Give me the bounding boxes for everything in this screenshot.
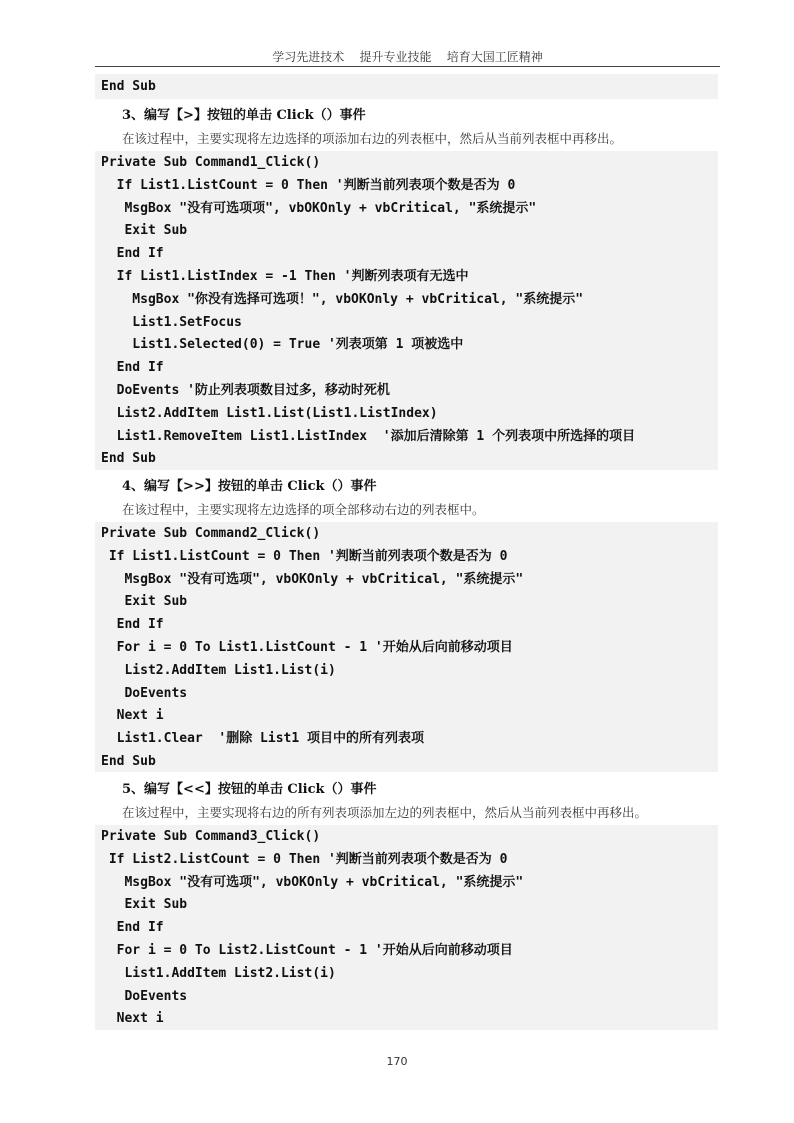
code-line: List1.AddItem List2.List(i) <box>101 965 336 981</box>
code-line: DoEvents '防止列表项数目过多，移动时死机 <box>101 383 390 398</box>
code-line: End Sub <box>101 451 156 467</box>
code-line: Private Sub Command3_Click() <box>101 829 321 844</box>
section-heading-5: 5、编写【<<】按钮的单击 Click（）事件 <box>122 782 377 797</box>
code-line: For i = 0 To List1.ListCount - 1 '开始从后向前移动项目 <box>101 640 513 655</box>
code-line: End If <box>101 617 164 633</box>
code-line: Next i <box>101 708 164 724</box>
page-number: 170 <box>386 1055 408 1068</box>
code-line: MsgBox "没有可选项项", vbOKOnly + vbCritical, "系统提示" <box>101 200 537 216</box>
section-description-5: 在该过程中，主要实现将右边的所有列表项添加左边的列表框中，然后从当前列表框中再移出。 <box>122 805 648 820</box>
code-line: Private Sub Command2_Click() <box>101 526 321 541</box>
running-header: 学习先进技术 提升专业技能 培育大国工匠精神 <box>272 50 543 64</box>
code-line: List1.Clear '删除 List1 项目中的所有列表项 <box>101 731 425 747</box>
code-line: List2.AddItem List1.List(List1.ListIndex) <box>101 405 438 421</box>
code-line: List1.RemoveItem List1.ListIndex '添加后清除第 1 个列表项中所选择的项目 <box>101 428 636 444</box>
code-line: Next i <box>101 1011 164 1027</box>
code-line: For i = 0 To List2.ListCount - 1 '开始从后向前移动项目 <box>101 943 513 958</box>
code-line: Exit Sub <box>101 897 188 913</box>
code-line: DoEvents <box>101 685 188 701</box>
section-heading-3: 3、编写【>】按钮的单击 Click（）事件 <box>122 108 366 123</box>
code-line: Private Sub Command1_Click() <box>101 155 321 170</box>
code-line: List2.AddItem List1.List(i) <box>101 662 336 678</box>
code-line: End Sub <box>101 79 156 94</box>
code-line: Exit Sub <box>101 223 188 239</box>
code-line: If List1.ListCount = 0 Then '判断当前列表项个数是否为 0 <box>101 177 516 193</box>
code-line: MsgBox "没有可选项", vbOKOnly + vbCritical, "系统提示" <box>101 874 524 890</box>
section-description-4: 在该过程中，主要实现将左边选择的项全部移动右边的列表框中。 <box>122 502 485 517</box>
code-line: MsgBox "你没有选择可选项！", vbOKOnly + vbCritical, "系统提示" <box>101 291 584 307</box>
section-heading-4: 4、编写【>>】按钮的单击 Click（）事件 <box>122 479 377 494</box>
code-line: End If <box>101 246 164 262</box>
code-block-command1 <box>95 151 718 470</box>
code-line: If List1.ListCount = 0 Then '判断当前列表项个数是否为 0 <box>101 548 508 564</box>
code-line: List1.Selected(0) = True '列表项第 1 项被选中 <box>101 337 464 353</box>
header-divider <box>95 66 720 67</box>
code-line: DoEvents <box>101 988 188 1004</box>
code-line: List1.SetFocus <box>101 314 242 330</box>
code-block-command3 <box>95 825 718 1030</box>
code-block-top <box>95 74 718 99</box>
code-line: End If <box>101 920 164 936</box>
code-line: If List1.ListIndex = -1 Then '判断列表项有无选中 <box>101 269 469 284</box>
code-line: If List2.ListCount = 0 Then '判断当前列表项个数是否为 0 <box>101 851 508 867</box>
code-line: End Sub <box>101 754 156 769</box>
code-block-command2 <box>95 522 718 772</box>
code-line: Exit Sub <box>101 594 188 610</box>
code-line: MsgBox "没有可选项", vbOKOnly + vbCritical, "系统提示" <box>101 571 524 587</box>
code-line: End If <box>101 360 164 376</box>
section-description-3: 在该过程中，主要实现将左边选择的项添加右边的列表框中，然后从当前列表框中再移出。 <box>122 131 623 146</box>
